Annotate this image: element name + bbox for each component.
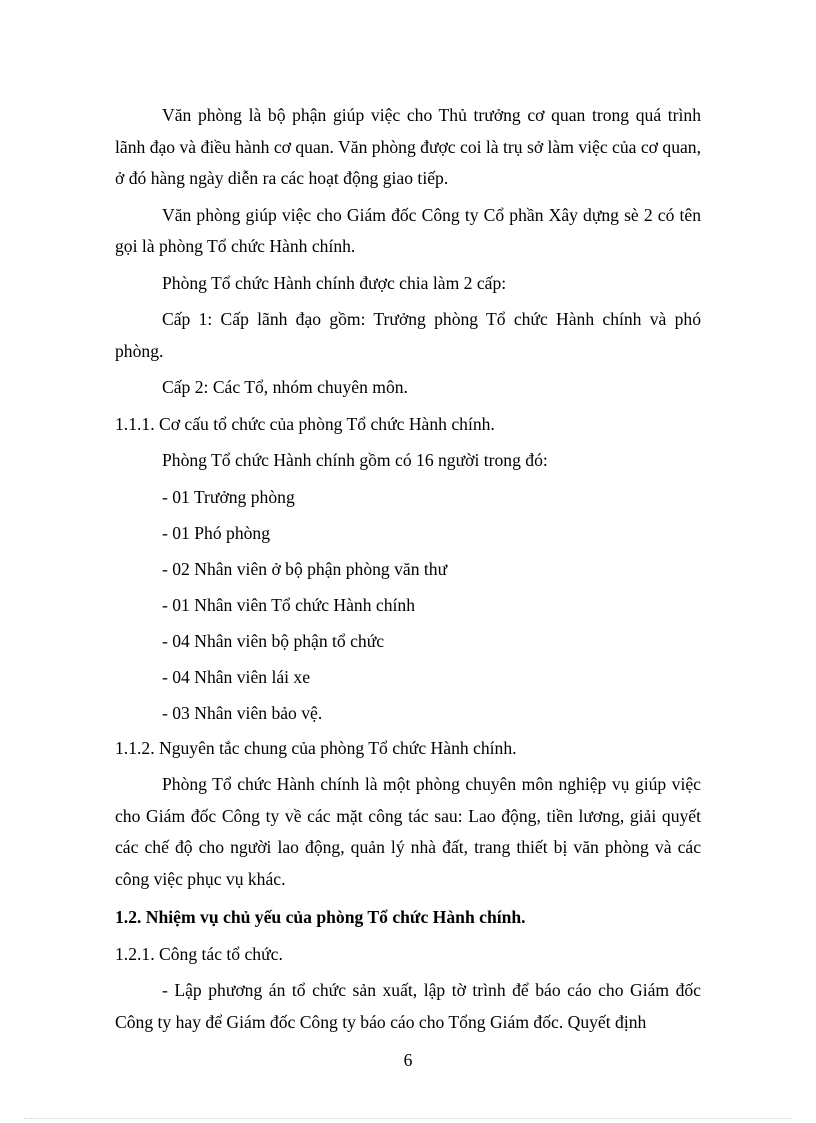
paragraph-level-2: Cấp 2: Các Tổ, nhóm chuyên môn. [162,377,408,397]
list-item: - 01 Nhân viên Tổ chức Hành chính [162,594,416,615]
list-item: - 03 Nhân viên bảo vệ. [162,702,323,723]
paragraph-level-1: Cấp 1: Cấp lãnh đạo gồm: Trưởng phòng Tổ chức Hành chính và phó phòng. [115,309,701,361]
paragraph-office-definition: Văn phòng là bộ phận giúp việc cho Thủ trưởng cơ quan trong quá trình lãnh đạo và điều hành cơ quan. Văn phòng được coi là trụ sở làm việc của cơ quan, ở đó hàng ngày diễn ra các hoạt động giao tiếp. [115,105,701,188]
heading-1-2: 1.2. Nhiệm vụ chủ yếu của phòng Tổ chức Hành chính. [115,907,526,927]
list-item: - 01 Phó phòng [162,522,271,543]
paragraph-staff-count: Phòng Tổ chức Hành chính gồm có 16 người trong đó: [162,450,548,470]
list-item: - 04 Nhân viên bộ phận tổ chức [162,630,385,651]
paragraph-levels-intro: Phòng Tổ chức Hành chính được chia làm 2 cấp: [162,272,507,293]
heading-1-1-2: 1.1.2. Nguyên tắc chung của phòng Tổ chức Hành chính. [115,737,517,758]
list-item: - 01 Trưởng phòng [162,486,295,507]
page-bottom-divider [24,1118,792,1119]
paragraph-office-name: Văn phòng giúp việc cho Giám đốc Công ty Cổ phần Xây dựng sè 2 có tên gọi là phòng Tổ chức Hành chính. [115,204,701,256]
list-item: - 04 Nhân viên lái xe [162,666,311,687]
staff-list [115,479,701,731]
heading-1-2-1: 1.2.1. Công tác tổ chức. [115,943,283,964]
page-number: 6 [403,1050,413,1070]
heading-1-1-1: 1.1.1. Cơ cấu tổ chức của phòng Tổ chức Hành chính. [115,413,495,434]
paragraph-organization-work: - Lập phương án tổ chức sản xuất, lập tờ trình để báo cáo cho Giám đốc Công ty hay để Giám đốc Công ty báo cáo cho Tổng Giám đốc. Quyết định [115,980,701,1032]
paragraph-general-principles: Phòng Tổ chức Hành chính là một phòng chuyên môn nghiệp vụ giúp việc cho Giám đốc Công ty về các mặt công tác sau: Lao động, tiền lương, giải quyết các chế độ cho người lao động, quản lý nhà đất, trang thiết bị văn phòng và các công việc phục vụ khác. [115,774,701,889]
list-item: - 02 Nhân viên ở bộ phận phòng văn thư [162,558,448,579]
document-body [115,100,701,1038]
